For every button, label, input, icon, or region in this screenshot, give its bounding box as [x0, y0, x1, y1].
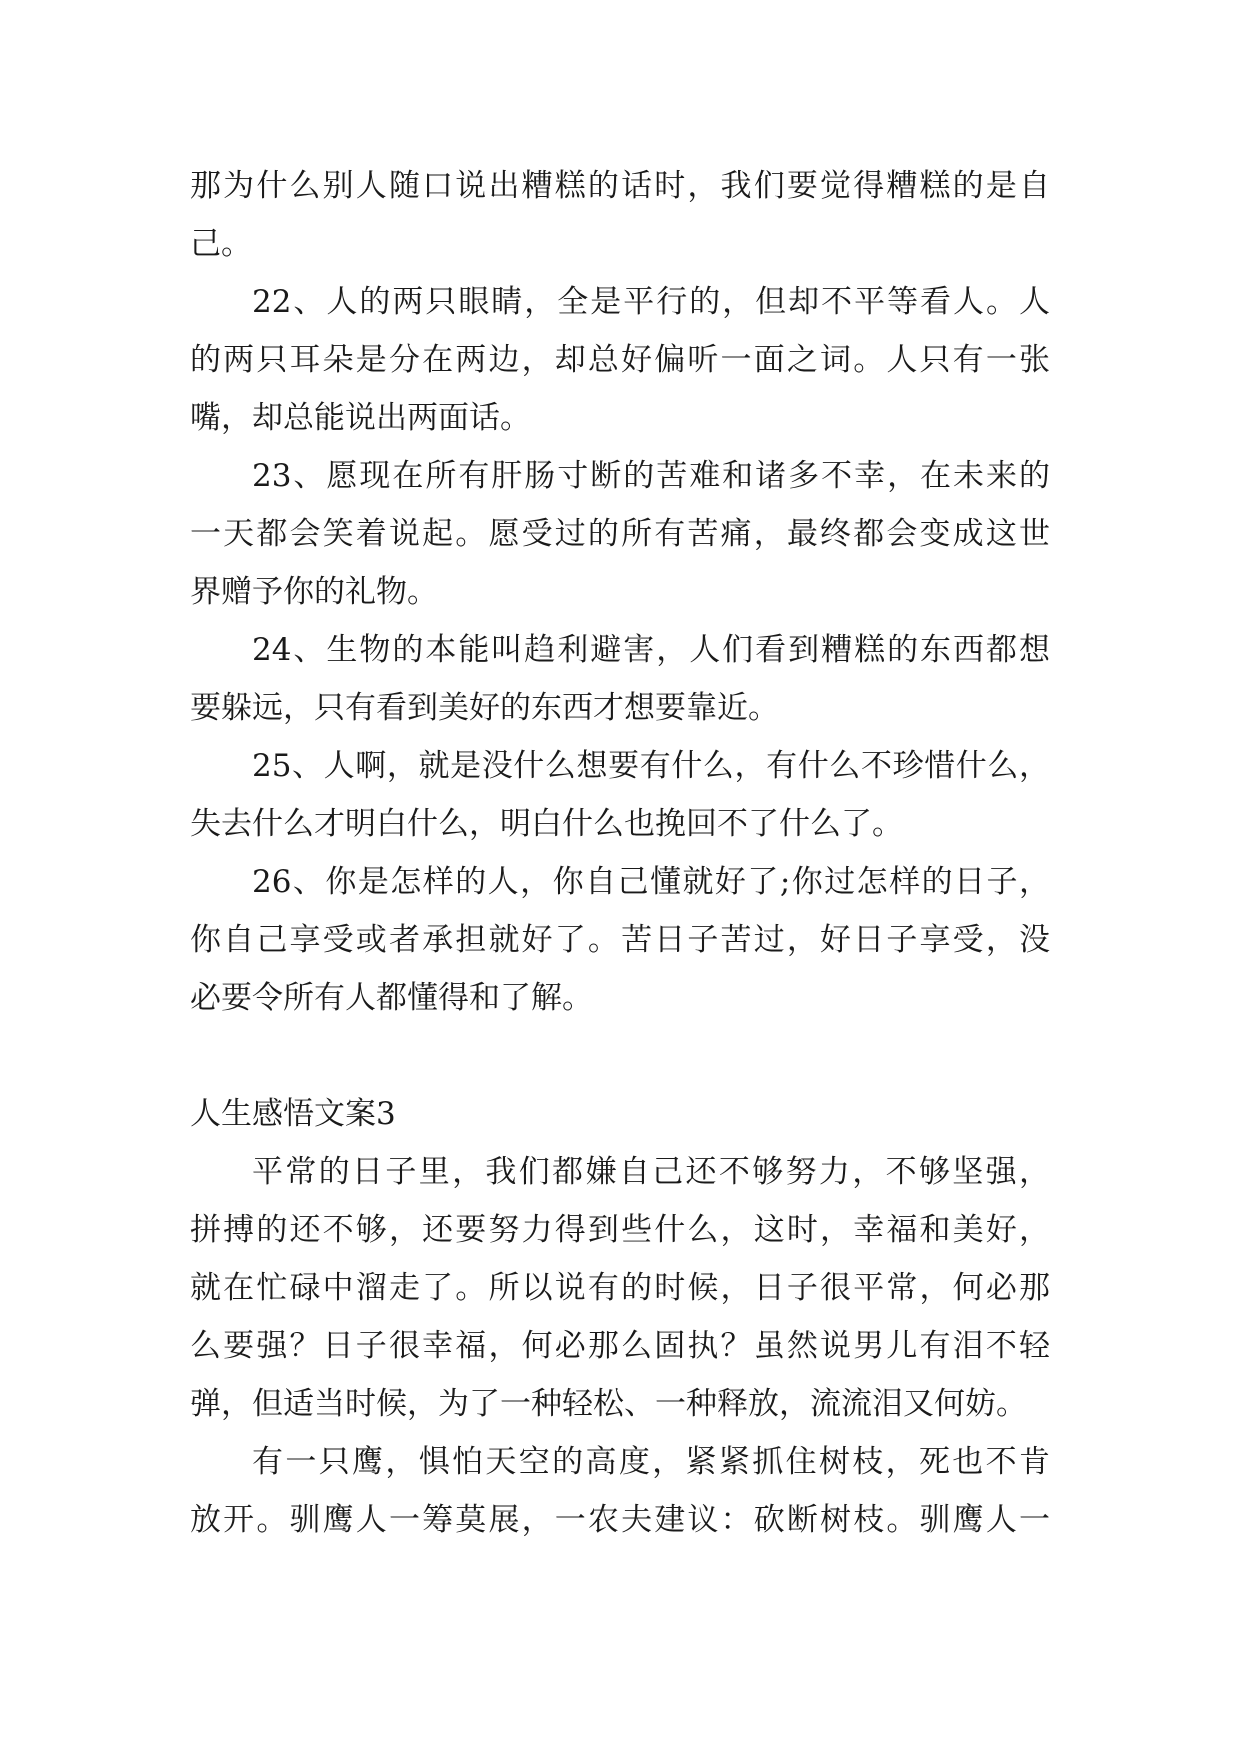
paragraph-line: 你自己享受或者承担就好了。苦日子苦过，好日子享受，没 — [190, 922, 1050, 958]
paragraph-line: 有一只鹰，惧怕天空的高度，紧紧抓住树枝，死也不肯 — [252, 1444, 1050, 1480]
paragraph-line: 么要强？日子很幸福，何必那么固执？虽然说男儿有泪不轻 — [190, 1328, 1050, 1364]
paragraph-line: 拼搏的还不够，还要努力得到些什么，这时，幸福和美好， — [190, 1212, 1050, 1248]
paragraph-line: 嘴，却总能说出两面话。 — [190, 400, 531, 436]
paragraph-line: 平常的日子里，我们都嫌自己还不够努力，不够坚强， — [252, 1154, 1050, 1190]
paragraph-line: 失去什么才明白什么，明白什么也挽回不了什么了。 — [190, 806, 903, 842]
paragraph-line: 25、人啊，就是没什么想要有什么，有什么不珍惜什么， — [252, 748, 1050, 784]
paragraph-line: 一天都会笑着说起。愿受过的所有苦痛，最终都会变成这世 — [190, 516, 1050, 552]
paragraph-line: 的两只耳朵是分在两边，却总好偏听一面之词。人只有一张 — [190, 342, 1050, 378]
paragraph-line: 弹，但适当时候，为了一种轻松、一种释放，流流泪又何妨。 — [190, 1386, 1027, 1422]
paragraph-line: 己。 — [190, 226, 252, 262]
paragraph-line: 23、愿现在所有肝肠寸断的苦难和诸多不幸，在未来的 — [252, 458, 1050, 494]
paragraph-line: 放开。驯鹰人一筹莫展，一农夫建议：砍断树枝。驯鹰人一 — [190, 1502, 1050, 1538]
paragraph-line: 必要令所有人都懂得和了解。 — [190, 980, 593, 1016]
section-heading: 人生感悟文案3 — [190, 1096, 396, 1132]
paragraph-line: 24、生物的本能叫趋利避害，人们看到糟糕的东西都想 — [252, 632, 1050, 668]
paragraph-line: 22、人的两只眼睛，全是平行的，但却不平等看人。人 — [252, 284, 1050, 320]
paragraph-line: 26、你是怎样的人，你自己懂就好了;你过怎样的日子， — [252, 864, 1050, 900]
paragraph-line: 就在忙碌中溜走了。所以说有的时候，日子很平常，何必那 — [190, 1270, 1050, 1306]
paragraph-line: 界赠予你的礼物。 — [190, 574, 438, 610]
paragraph-line: 那为什么别人随口说出糟糕的话时，我们要觉得糟糕的是自 — [190, 168, 1050, 204]
paragraph-line: 要躲远，只有看到美好的东西才想要靠近。 — [190, 690, 779, 726]
